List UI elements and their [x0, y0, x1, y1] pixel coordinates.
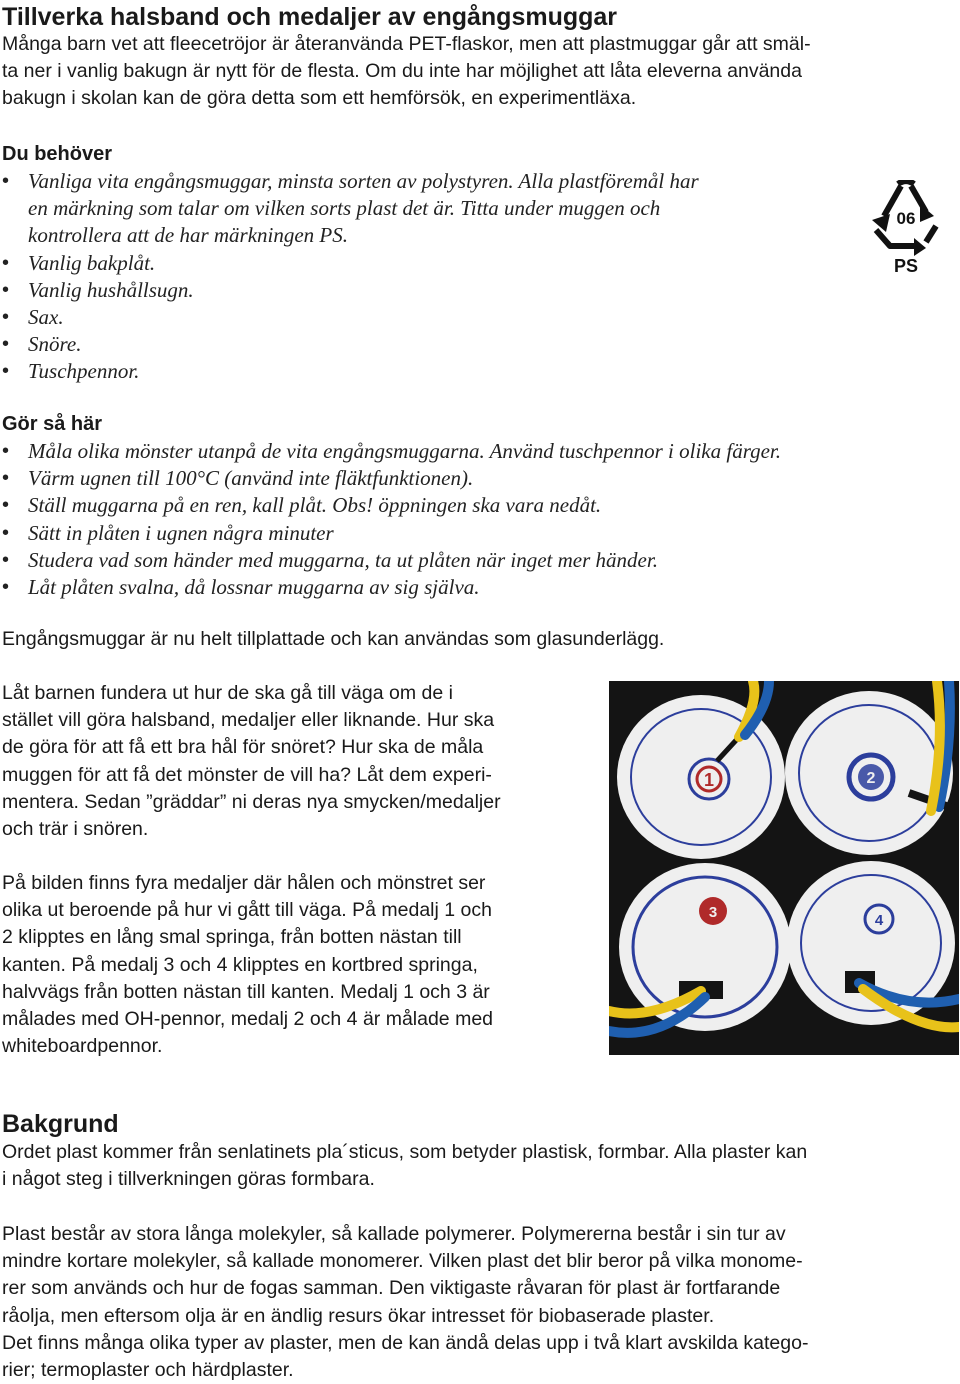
photo-description-line: På bilden finns fyra medaljer där hålen och mönstret ser	[2, 872, 486, 894]
list-item-line: en märkning som talar om vilken sorts plast det är. Titta under muggen och	[28, 196, 661, 221]
background-paragraph-2	[2, 1221, 958, 1384]
list-item	[0, 492, 940, 519]
recycle-number: 06	[896, 209, 916, 228]
reflect-line: Låt barnen fundera ut hur de ska gå till väga om de i	[2, 682, 453, 704]
photo-description-line: 2 klipptes en lång smal springa, från botten nästan till	[2, 926, 462, 949]
list-item-line: • Vanliga vita engångsmuggar, minsta sorten av polystyren. Alla plastföremål har	[28, 169, 699, 193]
list-item	[0, 465, 940, 492]
photo-description-line: kanten. På medalj 3 och 4 klipptes en kortbred springa,	[2, 953, 478, 976]
intro-paragraph	[2, 31, 952, 113]
list-item	[0, 168, 860, 250]
reflect-line: och trär i snören.	[2, 818, 149, 841]
list-item	[0, 438, 940, 465]
photo-description-line: målades med OH-pennor, medalj 2 och 4 är målade med	[2, 1008, 494, 1031]
background-line: rer som används och hur de fogas samman. Den viktigaste råvaran för plast är fortfarande	[2, 1277, 781, 1300]
list-item	[0, 304, 860, 331]
list-item	[0, 250, 860, 277]
page-title: Tillverka halsband och medaljer av engångsmuggar	[2, 3, 618, 31]
list-item	[0, 574, 940, 601]
needs-heading: Du behöver	[2, 143, 113, 165]
background-line: mindre kortare molekyler, så kallade monomerer. Vilken plast det blir beror på vilka monome-	[2, 1250, 803, 1273]
medal-label: 3	[708, 904, 718, 921]
medal-2	[785, 691, 955, 855]
photo-description-line: olika ut beroende på hur vi gått till väga. På medalj 1 och	[2, 899, 492, 922]
list-item-text: Snöre.	[28, 332, 82, 357]
reflect-line: muggen för att få det mönster de vill ha? Låt dem experi-	[2, 763, 492, 786]
reflect-line: de göra för att få ett bra hål för snöret? Hur ska de måla	[2, 736, 484, 759]
intro-line: Många barn vet att fleecetröjor är återanvända PET-flaskor, men att plastmuggar går att smäl-	[2, 33, 811, 55]
background-line: råolja, men eftersom olja är en ändlig resurs ökar intresset för biobaserade plaster.	[2, 1304, 715, 1327]
list-item	[0, 358, 860, 385]
list-item-text: Sax.	[28, 305, 64, 330]
result-paragraph: Engångsmuggar är nu helt tillplattade och kan användas som glasunderlägg.	[2, 628, 665, 650]
steps-list	[0, 438, 940, 601]
medal-label: 4	[874, 912, 884, 929]
medal-label: 2	[866, 770, 876, 787]
list-item	[0, 331, 860, 358]
background-paragraph-1	[2, 1139, 958, 1193]
list-item	[0, 277, 860, 304]
medals-illustration	[609, 681, 959, 1055]
background-line: Plast består av stora långa molekyler, så kallade polymerer. Polymererna består i sin tur av	[2, 1223, 786, 1245]
list-item-line: kontrollera att de har märkningen PS.	[28, 223, 349, 248]
medal-3	[619, 863, 791, 1031]
background-line: Det finns många olika typer av plaster, men de kan ändå delas upp i två klart avskilda katego-	[2, 1331, 809, 1354]
background-line: rier; termoplaster och härdplaster.	[2, 1359, 294, 1382]
list-item-text: Studera vad som händer med muggarna, ta ut plåten när inget mer händer.	[28, 547, 658, 572]
photo-description-line: whiteboardpennor.	[2, 1035, 163, 1058]
steps-heading: Gör så här	[2, 413, 103, 435]
needs-list	[0, 168, 860, 386]
reflect-line: mentera. Sedan ”gräddar” ni deras nya smycken/medaljer	[2, 790, 501, 813]
recycle-icon	[868, 180, 944, 280]
photo-description-line: halvvägs från botten nästan till kanten. Medalj 1 och 3 är	[2, 980, 490, 1003]
background-line: Ordet plast kommer från senlatinets pla´sticus, som betyder plastisk, formbar. Alla plaster kan	[2, 1141, 808, 1163]
list-item	[0, 520, 940, 547]
background-line: i något steg i tillverkningen göras formbara.	[2, 1168, 375, 1191]
reflect-paragraph	[2, 680, 602, 843]
background-heading: Bakgrund	[2, 1110, 119, 1138]
intro-line: ta ner i vanlig bakugn är nytt för de flesta. Om du inte har möjlighet att låta eleverna använda	[2, 60, 802, 83]
recycle-label: PS	[893, 256, 919, 276]
list-item-text: Vanlig bakplåt.	[28, 250, 156, 275]
reflect-line: stället vill göra halsband, medaljer eller liknande. Hur ska	[2, 709, 495, 732]
list-item	[0, 547, 940, 574]
list-item-text: Sätt in plåten i ugnen några minuter	[28, 520, 334, 545]
list-item-text: Vanlig hushållsugn.	[28, 277, 194, 302]
medals-photo	[609, 681, 959, 1055]
medal-label: 1	[703, 770, 715, 790]
photo-description	[2, 870, 602, 1060]
list-item-text: Låt plåten svalna, då lossnar muggarna av sig själva.	[28, 575, 480, 600]
intro-line: bakugn i skolan kan de göra detta som ett hemförsök, en experimentläxa.	[2, 87, 637, 110]
list-item-text: Måla olika mönster utanpå de vita engångsmuggarna. Använd tuschpennor i olika färger.	[28, 439, 782, 463]
list-item-text: Värm ugnen till 100°C (använd inte fläktfunktionen).	[28, 466, 474, 491]
list-item-text: Tuschpennor.	[28, 359, 140, 384]
list-item-text: Ställ muggarna på en ren, kall plåt. Obs! öppningen ska vara nedåt.	[28, 493, 602, 518]
